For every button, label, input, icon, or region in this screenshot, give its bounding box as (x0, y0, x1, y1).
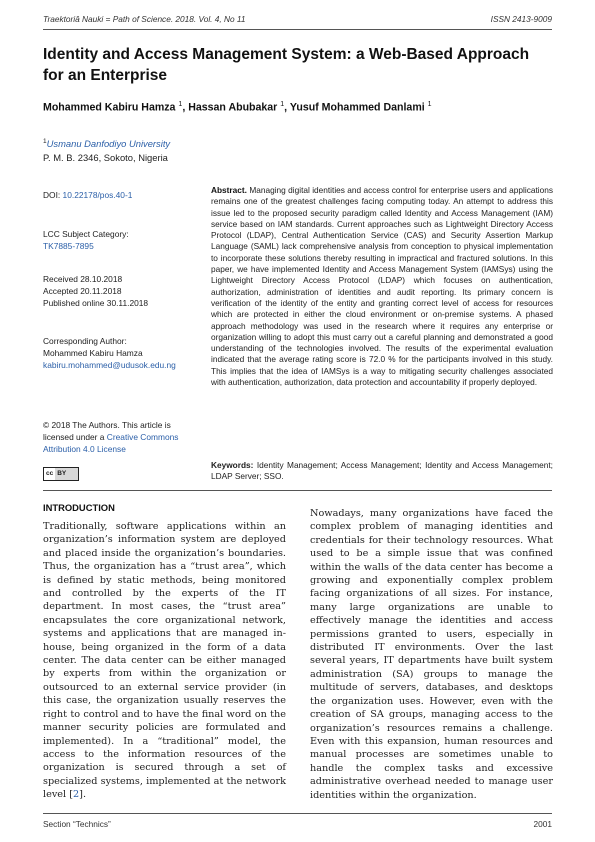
lcc-link[interactable]: TK7885-7895 (43, 241, 94, 251)
paper-title: Identity and Access Management System: a Web-Based Approach for an Enterprise (43, 46, 530, 84)
citation-link[interactable]: 2 (73, 789, 80, 801)
affiliation-address: P. M. B. 2346, Sokoto, Nigeria (43, 152, 168, 164)
accepted-date: Accepted 20.11.2018 (43, 286, 122, 296)
author-name: Mohammed Kabiru Hamza (43, 101, 176, 114)
published-date: Published online 30.11.2018 (43, 298, 149, 308)
body-column-right: Nowadays, many organizations have faced the complex problem of managing identities and credentials for their technology resources. What used to be a simple issue that was confined within the walls of the data center has become a growing and exponentially complex problem facing organizations of all sizes. For instance, many large organizations are unable to effectively manage the identities and access permissions granted to users, especially in distributed IT environments. Over the last several years, IT departments have built system administration (SA) groups to manage the multitude of servers, databases, and desktops the organization uses. However, even with the creation of SA groups, managing access to the organization’s resources remains a challenge. Even with this expansion, human resources and manual processes are sometimes unable to handle the complex tasks and excessive administrative overhead needed to manage user identities within the organization. (310, 508, 553, 801)
lcc-label: LCC Subject Category: (43, 229, 129, 239)
dates-block (43, 273, 203, 309)
affiliation-link[interactable]: Usmanu Danfodiyo University (46, 138, 171, 150)
author-name: Yusuf Mohammed Danlami (289, 101, 425, 114)
footer-section: Section “Technics” (43, 819, 111, 829)
introduction-heading: INTRODUCTION (43, 502, 115, 513)
affiliation (43, 135, 170, 165)
corresponding-label: Corresponding Author: (43, 336, 127, 346)
author-affiliation-marker: 1 (427, 101, 432, 108)
doi-link[interactable]: 10.22178/pos.40-1 (62, 190, 133, 200)
license-text: © 2018 The Authors. This article is licensed under a (43, 420, 171, 442)
cc-badge-left: cc (44, 468, 55, 480)
doi-line (43, 189, 203, 201)
page-number: 2001 (533, 819, 552, 829)
lcc-block (43, 228, 203, 252)
header-rule (43, 29, 552, 30)
footer-rule (43, 813, 552, 814)
affiliation-marker: 1 (43, 138, 47, 145)
abstract (211, 185, 553, 388)
corresponding-email[interactable]: kabiru.mohammed@udusok.edu.ng (43, 360, 176, 370)
journal-header: Traektoriâ Nauki = Path of Science. 2018. Vol. 4, No 11 (43, 14, 246, 24)
cc-badge-right: BY (57, 470, 67, 477)
keywords-label: Keywords: (211, 460, 254, 470)
keywords-text: Identity Management; Access Management; Identity and Access Management; LDAP Server; SSO. (211, 460, 553, 482)
author-affiliation-marker: 1 (280, 101, 285, 108)
issn-header: ISSN 2413-9009 (490, 14, 552, 24)
body-paragraph-end: ]. (79, 789, 87, 801)
section-rule (43, 490, 552, 491)
author-name: Hassan Abubakar (188, 101, 278, 114)
author-affiliation-marker: 1 (178, 101, 183, 108)
doi-label: DOI: (43, 190, 63, 200)
license-block (43, 419, 193, 455)
abstract-label: Abstract. (211, 185, 247, 195)
cc-by-badge-icon[interactable] (43, 467, 79, 481)
corresponding-block (43, 335, 203, 371)
license-link[interactable]: Creative Commons Attribution 4.0 License (43, 432, 179, 454)
body-paragraph: Traditionally, software applications within an organization’s information system are deployed and placed inside the organization’s boundaries. Thus, the organization has a “trust area”, which is defined by static methods, being monitored and controlled by the experts of the IT department. In most cases, the “trust area” encapsulates the core organizational network, systems and applications that are managed in-house, being organized in the form of a data center. The data center can be either managed by experts from within the organization or outsourced to an external service provider (in this case, the organization usually reserves the right to control and to have the final word on the manner security policies are formulated and implemented). In a “traditional” model, the access to the information resources of the organization is secured through a set of specialized systems, implemented at the network level [ (43, 521, 286, 801)
abstract-text: Managing digital identities and access control for enterprise users and applications remains one of the greatest challenges facing computing today. An attempt to address this issue led to the proposed security paradigm called Identity and Access Management (IAM) service based on IAM standards. Current approaches such as Lightweight Directory Access Protocol (LDAP), Central Authentication Service (CAS) and Security Assertion Markup Language (SAML) lack comprehensive analysis from conception to physical implementation to incorporate these solutions thereby resulting in impractical and fractured solutions. In this paper, we have implemented Identity and Access Management System (IAMSys) using the Lightweight Directory Access Protocol (LDAP) which focuses on authentication, authorization, administration of identities and audit reporting. Its primary concern is verification of the identity of the entity and granting correct level of access for resources which are protected in either the cloud environment or on-premise systems. A phased approach methodology was used in the research where it requires any enterprise or organization willing to adopt this must carry out a careful planning and demonstrated a good understanding of the technologies involved. The results of the experimental evaluation indicated that the average rating score is 72.0 % for the participants involved in this study. This implies that the idea of IAMSys is a way to mitigating security challenges associated with authentication, authorization, data protection and accountability if properly deployed. (211, 185, 553, 388)
body-column-left (43, 520, 286, 802)
corresponding-name: Mohammed Kabiru Hamza (43, 348, 143, 358)
keywords (211, 460, 553, 483)
author-list: Mohammed Kabiru Hamza $^1$, Hassan Abubakar $^1$, Yusuf Mohammed Danlami $^1$ (43, 101, 432, 114)
received-date: Received 28.10.2018 (43, 274, 123, 284)
